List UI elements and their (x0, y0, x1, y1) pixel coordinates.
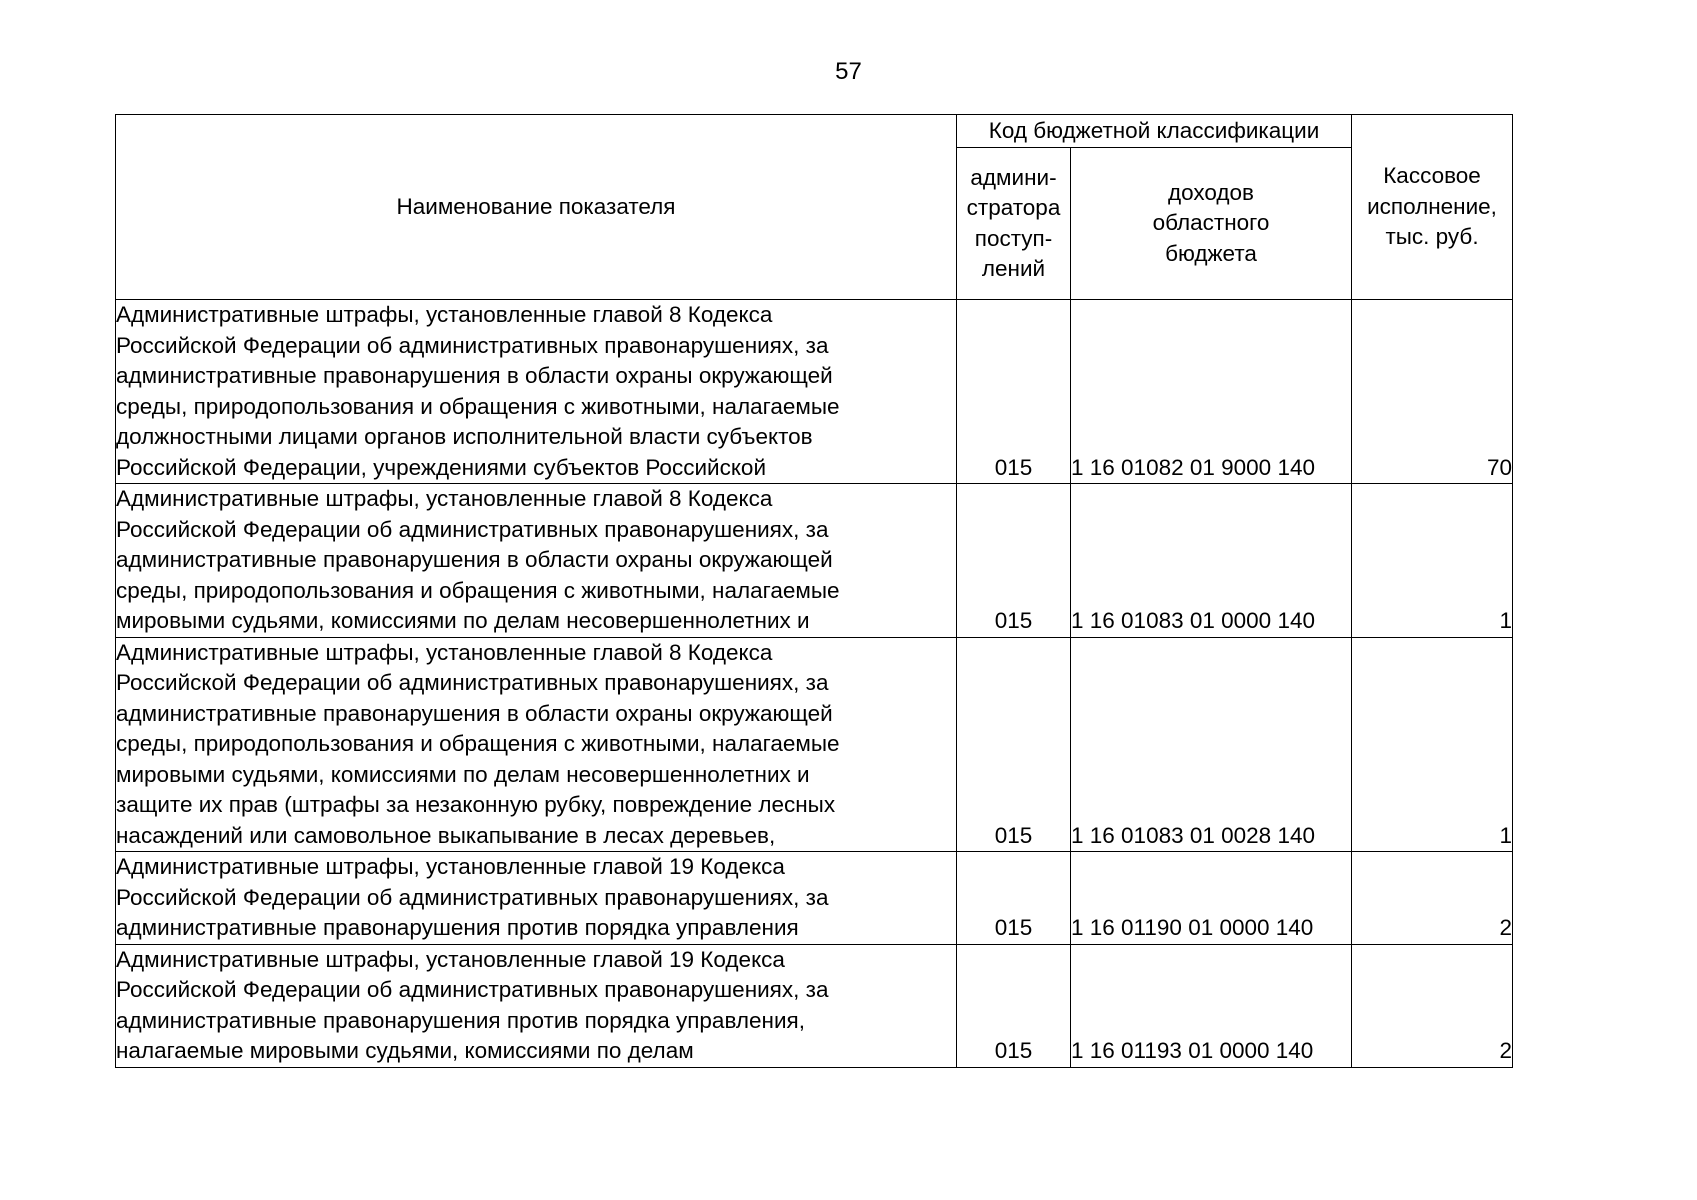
row-income-code: 1 16 01082 01 9000 140 (1071, 300, 1352, 484)
row-admin-code: 015 (957, 300, 1071, 484)
header-admin-line: лений (981, 256, 1046, 281)
row-name-line: административные правонарушения в области охраны окружающей (116, 700, 833, 726)
row-name-line: Российской Федерации, учреждениями субъектов Российской (116, 454, 767, 480)
header-amount-line: Кассовое (1383, 163, 1481, 189)
row-name-line: Российской Федерации об административных правонарушениях, за (116, 977, 829, 1002)
header-amount-line: тыс. руб. (1385, 224, 1479, 250)
header-classification-group: Код бюджетной классификации (957, 115, 1352, 148)
table-row (116, 484, 1513, 638)
header-name: Наименование показателя (116, 115, 957, 300)
table-row (116, 852, 1513, 945)
row-name (116, 944, 957, 1067)
row-amount: 2 (1352, 944, 1513, 1067)
header-admin-line: стратора (966, 195, 1061, 220)
row-name-line: мировыми судьями, комиссиями по делам несовершеннолетних и (116, 761, 810, 787)
row-name-line: Административные штрафы, установленные главой 8 Кодекса (116, 486, 773, 511)
row-name (116, 300, 957, 484)
row-name-line: административные правонарушения против порядка управления (116, 915, 799, 940)
row-name-line: административные правонарушения в области охраны окружающей (116, 363, 833, 388)
row-income-code: 1 16 01190 01 0000 140 (1071, 852, 1352, 945)
row-name-line: административные правонарушения в области охраны окружающей (116, 547, 833, 572)
table-row (116, 300, 1513, 484)
row-name (116, 852, 957, 945)
row-admin-code: 015 (957, 637, 1071, 852)
row-admin-code: 015 (957, 944, 1071, 1067)
row-name-line: административные правонарушения против порядка управления, (116, 1007, 805, 1033)
row-amount: 1 (1352, 637, 1513, 852)
budget-table (115, 114, 1513, 1068)
header-admin (957, 148, 1071, 300)
table-row (116, 944, 1513, 1067)
row-name-line: Российской Федерации об административных правонарушениях, за (116, 670, 829, 695)
row-name-line: среды, природопользования и обращения с животными, налагаемые (116, 731, 840, 756)
row-name-line: Российской Федерации об административных правонарушениях, за (116, 332, 829, 358)
row-name-line: среды, природопользования и обращения с животными, налагаемые (116, 393, 840, 419)
row-name-line: Административные штрафы, установленные главой 8 Кодекса (116, 639, 773, 665)
row-amount: 1 (1352, 484, 1513, 638)
row-name-line: насаждений или самовольное выкапывание в лесах деревьев, (116, 822, 776, 848)
row-name-line: среды, природопользования и обращения с животными, налагаемые (116, 577, 840, 603)
header-admin-line: админи- (970, 164, 1057, 190)
row-income-code: 1 16 01083 01 0000 140 (1071, 484, 1352, 638)
row-name-line: Российской Федерации об административных правонарушениях, за (116, 516, 829, 542)
row-name (116, 637, 957, 852)
header-income-line: доходов (1168, 179, 1255, 205)
row-amount: 2 (1352, 852, 1513, 945)
header-income (1071, 148, 1352, 300)
row-name-line: мировыми судьями, комиссиями по делам несовершеннолетних и (116, 608, 810, 633)
row-name (116, 484, 957, 638)
row-name-line: должностными лицами органов исполнительной власти субъектов (116, 424, 813, 449)
row-name-line: налагаемые мировыми судьями, комиссиями по делам (116, 1038, 694, 1063)
header-amount (1352, 115, 1513, 300)
row-amount: 70 (1352, 300, 1513, 484)
row-name-line: Административные штрафы, установленные главой 19 Кодекса (116, 854, 785, 879)
row-name-line: Административные штрафы, установленные главой 19 Кодекса (116, 946, 785, 972)
row-income-code: 1 16 01193 01 0000 140 (1071, 944, 1352, 1067)
header-admin-line: поступ- (974, 225, 1053, 251)
row-admin-code: 015 (957, 484, 1071, 638)
header-income-line: областного (1152, 210, 1270, 236)
row-name-line: Российской Федерации об административных правонарушениях, за (116, 884, 829, 910)
row-admin-code: 015 (957, 852, 1071, 945)
row-income-code: 1 16 01083 01 0028 140 (1071, 637, 1352, 852)
table-row (116, 637, 1513, 852)
page-number: 57 (835, 58, 862, 85)
header-amount-line: исполнение, (1367, 193, 1497, 219)
header-income-line: бюджета (1165, 240, 1257, 266)
row-name-line: защите их прав (штрафы за незаконную рубку, повреждение лесных (116, 792, 836, 817)
row-name-line: Административные штрафы, установленные главой 8 Кодекса (116, 302, 773, 327)
